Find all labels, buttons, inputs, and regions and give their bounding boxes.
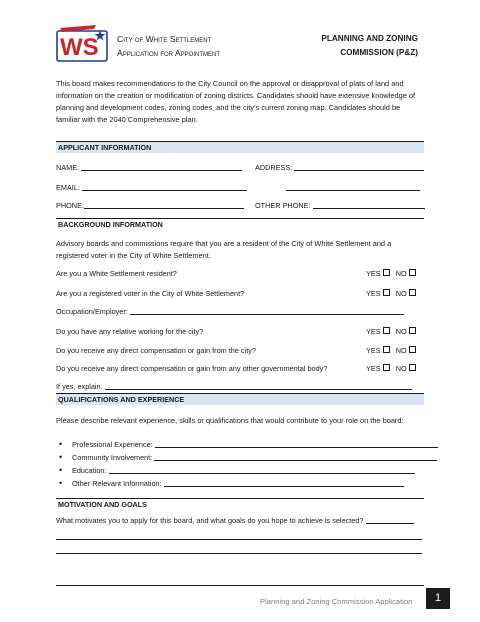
logo-text: WS <box>60 34 99 61</box>
name-label: NAME: <box>56 163 80 172</box>
voter-yes-checkbox[interactable] <box>383 289 390 296</box>
compensation-city-no-checkbox[interactable] <box>409 346 416 353</box>
qualifications-list <box>56 440 438 492</box>
commission-line2: COMMISSION (P&Z) <box>340 48 418 57</box>
list-item[interactable]: • Professional Experience: <box>56 440 438 453</box>
page-number: 1 <box>426 588 450 609</box>
title-city: City of White Settlement <box>117 34 212 44</box>
voter-options: YES NO <box>366 289 416 298</box>
email-label: EMAIL: <box>56 183 80 192</box>
list-item[interactable]: • Education: <box>56 466 438 479</box>
compensation-city-options: YES NO <box>366 346 416 355</box>
compensation-other-no-checkbox[interactable] <box>409 364 416 371</box>
compensation-other-yes-checkbox[interactable] <box>383 364 390 371</box>
question-voter: Are you a registered voter in the City of White Settlement? <box>56 289 245 298</box>
list-item[interactable]: • Other Relevant Information: <box>56 479 438 492</box>
relative-options: YES NO <box>366 327 416 336</box>
motivation-question[interactable]: What motivates you to apply for this board, and what goals do you hope to achieve is selected? <box>56 516 414 525</box>
email-field[interactable] <box>56 183 247 192</box>
question-resident: Are you a White Settlement resident? <box>56 269 177 278</box>
question-compensation-other: Do you receive any direct compensation or gain from any other governmental body? <box>56 364 328 373</box>
city-logo <box>56 24 110 64</box>
document-title <box>117 32 220 60</box>
section-motivation: MOTIVATION AND GOALS <box>56 498 424 510</box>
footer-rule <box>56 585 424 586</box>
commission-line1: PLANNING AND ZONING <box>321 34 418 43</box>
background-intro: Advisory boards and commissions require that you are a resident of the City of White Settlement and a registered voter in the City of White Settlement. <box>56 239 392 260</box>
explain-label: If yes, explain. <box>56 382 103 391</box>
resident-yes-checkbox[interactable] <box>383 269 390 276</box>
answer-line[interactable] <box>56 539 422 540</box>
list-item[interactable]: • Community Involvement: <box>56 453 438 466</box>
section-applicant-information: APPLICANT INFORMATION <box>56 141 424 153</box>
explain-field[interactable] <box>56 382 412 391</box>
section-background-information: BACKGROUND INFORMATION <box>56 218 424 230</box>
other-phone-field[interactable] <box>255 201 425 210</box>
address-label: ADDRESS: <box>255 163 293 172</box>
footer-title: Planning and Zoning Commission Application <box>260 597 413 606</box>
resident-no-checkbox[interactable] <box>409 269 416 276</box>
intro-paragraph: This board makes recommendations to the City Council on the approval or disapproval of plats of land and information on the creation or modification of zoning districts. Candidates should have extensive knowledge of planning and development codes, zoning codes, and the city’s current zoning map. Candidates should be familiar with the 2040 Comprehensive plan. <box>56 79 416 124</box>
phone-label: PHONE: <box>56 201 84 210</box>
title-application: Application for Appointment <box>117 48 220 58</box>
address-field[interactable] <box>255 163 424 172</box>
compensation-city-yes-checkbox[interactable] <box>383 346 390 353</box>
question-relative: Do you have any relative working for the city? <box>56 327 204 336</box>
relative-yes-checkbox[interactable] <box>383 327 390 334</box>
other-phone-label: OTHER PHONE: <box>255 201 311 210</box>
compensation-other-options: YES NO <box>366 364 416 373</box>
name-field[interactable] <box>56 163 242 172</box>
commission-title <box>321 32 418 60</box>
occupation-label: Occupation/Employer: <box>56 307 128 316</box>
section-qualifications: QUALIFICATIONS AND EXPERIENCE <box>56 393 424 405</box>
voter-no-checkbox[interactable] <box>409 289 416 296</box>
phone-field[interactable] <box>56 201 244 210</box>
question-compensation-city: Do you receive any direct compensation or gain from the city? <box>56 346 256 355</box>
qualifications-intro: Please describe relevant experience, skills or qualifications that would contribute to your role on the board: <box>56 416 404 425</box>
resident-options: YES NO <box>366 269 416 278</box>
answer-line[interactable] <box>56 553 422 554</box>
address-line-2[interactable] <box>286 190 420 191</box>
occupation-field[interactable] <box>56 307 404 316</box>
relative-no-checkbox[interactable] <box>409 327 416 334</box>
